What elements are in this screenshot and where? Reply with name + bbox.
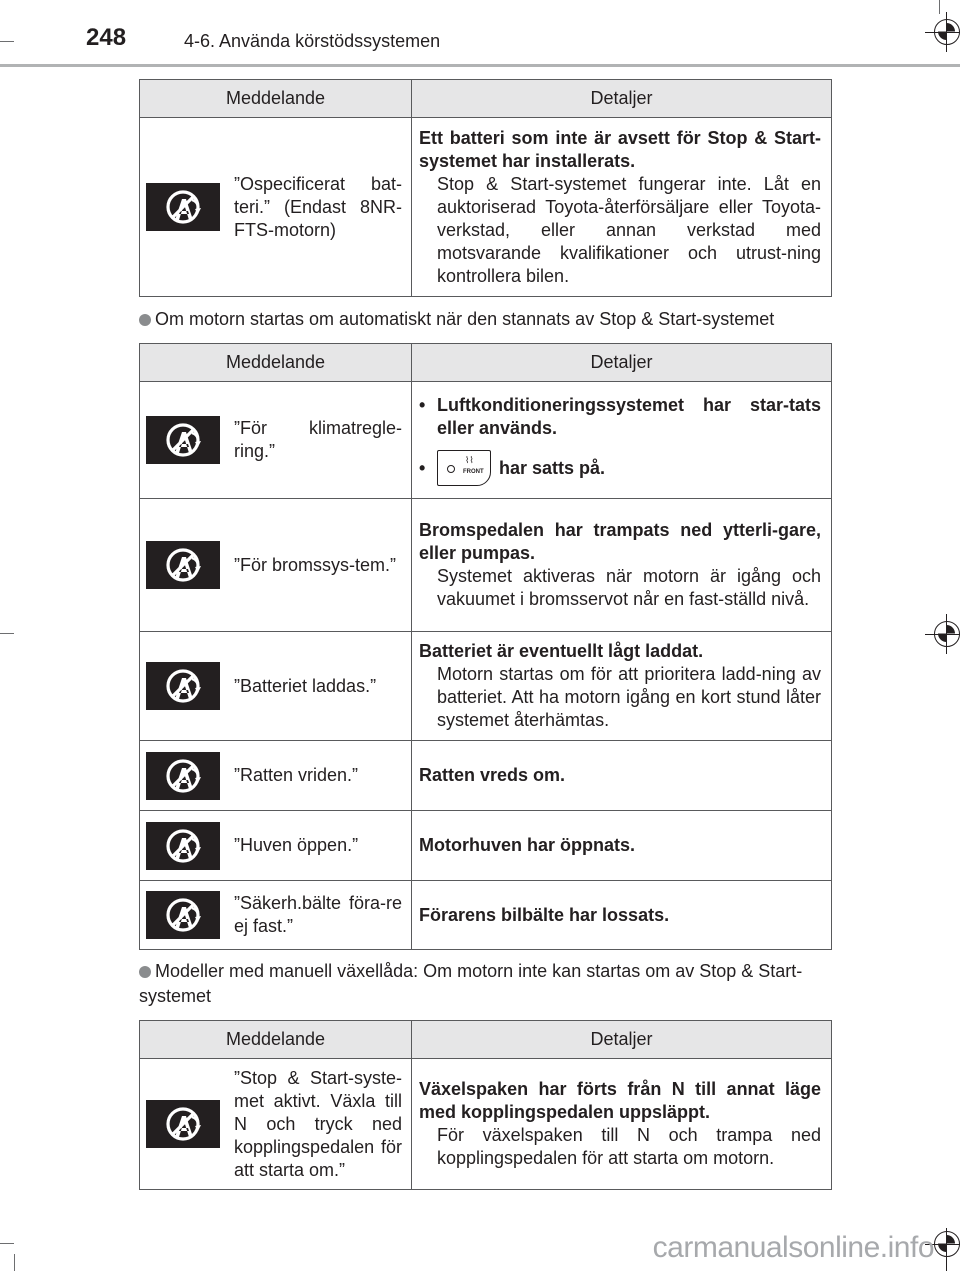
defogger-icon: ⌇⌇: [465, 455, 474, 465]
message-table-manual-transmission: [139, 1020, 832, 1190]
message-text: ”Stop & Start-syste-met aktivt. Växla till N och tryck ned kopplingspedalen för att starta om.”: [234, 1067, 402, 1180]
page-header: [0, 0, 960, 70]
details-heading: Ratten vreds om.: [419, 765, 566, 785]
column-header-details: Detaljer: [412, 344, 832, 382]
registration-mark-icon: [934, 19, 960, 45]
message-text: ”För klimatregle-ring.”: [234, 418, 402, 461]
table-row: [140, 632, 832, 741]
stop-start-off-indicator-icon: [146, 1100, 220, 1148]
column-header-message: Meddelande: [140, 344, 412, 382]
details-heading: Motorhuven har öppnats.: [419, 835, 635, 855]
indicator-light-icon: [447, 465, 455, 473]
message-text: ”Ratten vriden.”: [234, 765, 359, 785]
message-text: ”Huven öppen.”: [234, 835, 359, 855]
crop-mark: [14, 1254, 15, 1271]
stop-start-off-indicator-icon: [146, 752, 220, 800]
message-text: ”För bromssys-tem.”: [234, 554, 396, 575]
header-rule: [0, 64, 960, 67]
column-header-details: Detaljer: [412, 1021, 832, 1059]
message-table-auto-restart: [139, 343, 832, 950]
condition-paragraph: [139, 959, 831, 1009]
crop-mark: [0, 1243, 14, 1244]
table-row: [140, 118, 832, 297]
table-row: [140, 1059, 832, 1190]
section-title: 4-6. Använda körstödssystemen: [184, 31, 441, 51]
table-row: [140, 382, 832, 499]
stop-start-off-indicator-icon: [146, 183, 220, 231]
bullet-dot-icon: [139, 314, 151, 326]
bullet-mark: •: [419, 457, 426, 478]
table-row: [140, 499, 832, 632]
stop-start-off-indicator-icon: [146, 822, 220, 870]
crop-mark: [0, 633, 14, 634]
details-heading: Ett batteri som inte är avsett för Stop & Start-systemet har installerats.: [419, 127, 821, 171]
crop-mark: [0, 41, 14, 42]
stop-start-off-indicator-icon: [146, 541, 220, 589]
message-table-unspecified-battery: [139, 79, 832, 297]
list-item: [419, 394, 821, 440]
front-defogger-button-icon: [437, 450, 491, 486]
registration-mark-icon: [934, 1231, 960, 1257]
message-text: ”Batteriet laddas.”: [234, 675, 377, 696]
bullet-text: Luftkonditioneringssystemet har star-tats eller används.: [437, 395, 821, 438]
details-text: Systemet aktiveras när motorn är igång och vakuumet i bromsservot når en fast-ställd nivå.: [437, 566, 821, 609]
paragraph-text: Modeller med manuell växellåda: Om motorn inte kan startas om av Stop & Start-systemet: [139, 961, 803, 1006]
button-label: FRONT: [463, 469, 484, 475]
column-header-message: Meddelande: [140, 80, 412, 118]
stop-start-off-indicator-icon: [146, 891, 220, 939]
details-heading: Batteriet är eventuellt lågt laddat.: [419, 641, 704, 661]
registration-mark-icon: [934, 621, 960, 647]
page-number: 248: [86, 24, 127, 51]
details-text: För växelspaken till N och trampa ned kopplingspedalen för att starta om motorn.: [437, 1125, 821, 1168]
paragraph-text: Om motorn startas om automatiskt när den stannats av Stop & Start-systemet: [155, 309, 775, 329]
table-row: [140, 741, 832, 811]
bullet-mark: •: [419, 395, 426, 415]
watermark: carmanualsonline.info: [652, 1231, 934, 1264]
crop-mark: [939, 0, 940, 14]
details-heading: Bromspedalen har trampats ned ytterli-gare, eller pumpas.: [419, 520, 821, 563]
table-row: [140, 811, 832, 881]
details-heading: Förarens bilbälte har lossats.: [419, 904, 670, 925]
table-row: [140, 881, 832, 950]
column-header-details: Detaljer: [412, 80, 832, 118]
stop-start-off-indicator-icon: [146, 662, 220, 710]
message-text: ”Ospecificerat bat-teri.” (Endast 8NR-FTS-motorn): [234, 173, 402, 240]
details-text: Stop & Start-systemet fungerar inte. Låt en auktoriserad Toyota-återförsäljare eller Toyota-verkstad, eller annan verkstad med motsvarande kvalifikationer och utrust-ning kontrollera bilen.: [437, 173, 821, 286]
stop-start-off-indicator-icon: [146, 416, 220, 464]
details-heading: Växelspaken har förts från N till annat läge med kopplingspedalen uppsläppt.: [419, 1079, 821, 1122]
bullet-text: har satts på.: [499, 457, 606, 478]
details-text: Motorn startas om för att prioritera ladd-ning av batteriet. Att ha motorn igång en kort stund låter systemet återhämtas.: [437, 664, 821, 730]
message-text: ”Säkerh.bälte föra-re ej fast.”: [234, 893, 402, 936]
column-header-message: Meddelande: [140, 1021, 412, 1059]
list-item: [419, 450, 821, 486]
condition-paragraph: [139, 307, 831, 332]
bullet-dot-icon: [139, 966, 151, 978]
